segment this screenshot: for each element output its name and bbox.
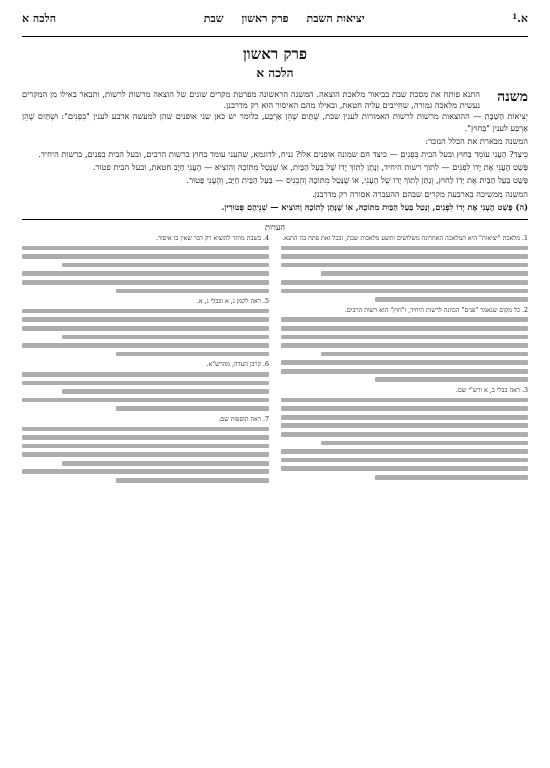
notes-heading: הערות bbox=[265, 223, 285, 233]
header-book: יציאות השבת bbox=[306, 12, 365, 25]
fine-print-block bbox=[22, 427, 269, 483]
mishnah-paragraph: פָּשַׁט בַּעַל הַבַּיִת אֶת יָדוֹ לַחוּץ, וְנָתַן לְתוֹךְ יָדוֹ שֶׁל הֶעָנִי, אוֹ שֶׁנָּטַל מִתּוֹכָהּ וְהִכְנִיס — בַּעַל הַבַּיִת חַיָּב, וְהֶעָנִי פָּטוּר. bbox=[186, 175, 528, 186]
notes-divider bbox=[22, 219, 528, 220]
header-chapter: פרק ראשון bbox=[241, 12, 289, 25]
footnote: 5. ראה לקמן ג, א ובבלי ג, א. bbox=[196, 298, 269, 306]
header-page-ref bbox=[512, 12, 528, 25]
mishnah-paragraph: המשנה מבארת את הכלל הנזכר: bbox=[425, 135, 528, 146]
header-tractate: שבת bbox=[203, 12, 224, 25]
mishnah-paragraph: כֵּיצַד? הֶעָנִי עוֹמֵד בַּחוּץ ובעל הבית בִּפְנִים — כיצד הם שמונה אופנים אלו? נניח, לדוגמא, שהעני עומד בחוץ ברשות הרבים, ובעל הבית בפנים, ברשות היחיד. bbox=[38, 149, 528, 160]
header-rule bbox=[22, 36, 528, 37]
fine-print-block bbox=[281, 317, 528, 382]
fine-print-block bbox=[22, 309, 269, 357]
footnote: 7. ראה תוספות שם. bbox=[218, 415, 269, 423]
halacha-title: הלכה א bbox=[256, 66, 294, 80]
header-halacha-label: הלכה א bbox=[22, 12, 57, 25]
header-center bbox=[204, 12, 365, 25]
fine-print-block bbox=[281, 246, 528, 302]
footnote: 3. ראה בבלי ב, א ורש"י שם. bbox=[455, 387, 528, 395]
fine-print-block bbox=[22, 246, 269, 294]
page-ref-sup: 1 bbox=[512, 12, 518, 21]
footnote: 1. מלאכת "יציאות" היא המלאכה האחרונה משלושים ותשע מלאכות שבת, ובכל זאת פתח בה התנא. bbox=[282, 235, 528, 243]
footnotes-column-right bbox=[281, 235, 528, 565]
chapter-title: פרק ראשון bbox=[242, 45, 308, 63]
footnote: 6. קרבן העדה, מהרש"א. bbox=[206, 361, 269, 369]
fine-print-block bbox=[281, 398, 528, 480]
mishnah-paragraph: יְצִיאוֹת הַשַּׁבָּת — ההוצאות מרשות לרשות האמורות לענין שבת, שְׁתַּיִם שֶׁהֵן אַרְבַּע, כלומר יש כאן שני אופנים שהן למעשה ארבע לענין "בִּפְנִים": וּשְׁתַּיִם שֶׁהֵן אַרְבַּע לענין "בַּחוּץ". bbox=[22, 111, 528, 133]
page-ref: א. bbox=[517, 12, 528, 25]
footnotes-column-left bbox=[22, 235, 269, 565]
footnote: 4. בשבת מותר להוציא רק דבר שאין בו איסור. bbox=[155, 235, 269, 243]
footnote: 2. כל מקום שנאמר "פנים" הכוונה לרשות היחיד, ו"חוץ" הוא רשות הרבים. bbox=[344, 306, 528, 314]
running-header bbox=[22, 8, 528, 34]
mishnah-intro-text: התנא פותח את מסכת שבת בביאור מלאכת הוצאה. המשנה הראשונה מפרטת מקרים שונים של הוצאה מרשות לרשות, ותבאר באילו מן המקרים נעשית מלאכה גמורה, שחייבים עליה חטאת, ובאילו מהם האיסור הוא רק מדרבנן. bbox=[22, 89, 480, 111]
mishnah-paragraph: (ה) פָּשַׁט הֶעָנִי אֶת יָדוֹ לִפְנִים, וְנָטַל בַּעַל הַבַּיִת מִתּוֹכָהּ, אוֹ שֶׁנָּתַן לְתוֹכָהּ וְהוֹצִיא — שְׁנֵיהֶם פְּטוּרִין. bbox=[221, 201, 528, 212]
header-halacha bbox=[22, 12, 56, 25]
mishnah-paragraph: המשנה ממשיכה בארבעה מקרים שבהם ההעברה אסורה רק מדרבנן. bbox=[312, 188, 528, 199]
fine-print-block bbox=[22, 372, 269, 411]
mishnah-paragraph: פָּשַׁט הֶעָנִי אֶת יָדוֹ לִפְנִים — לתוך רשות היחיד, וְנָתַן לְתוֹךְ יָדוֹ שֶׁל בַּעַל הַבַּיִת, אוֹ שֶׁנָּטַל מִתּוֹכָהּ וְהוֹצִיא — הֶעָנִי חַיָּב חטאת, ובעל הבית פטור. bbox=[92, 162, 528, 173]
footnotes bbox=[22, 235, 528, 565]
mishnah-intro bbox=[22, 89, 528, 111]
mishnah-label: משנה bbox=[497, 89, 528, 105]
